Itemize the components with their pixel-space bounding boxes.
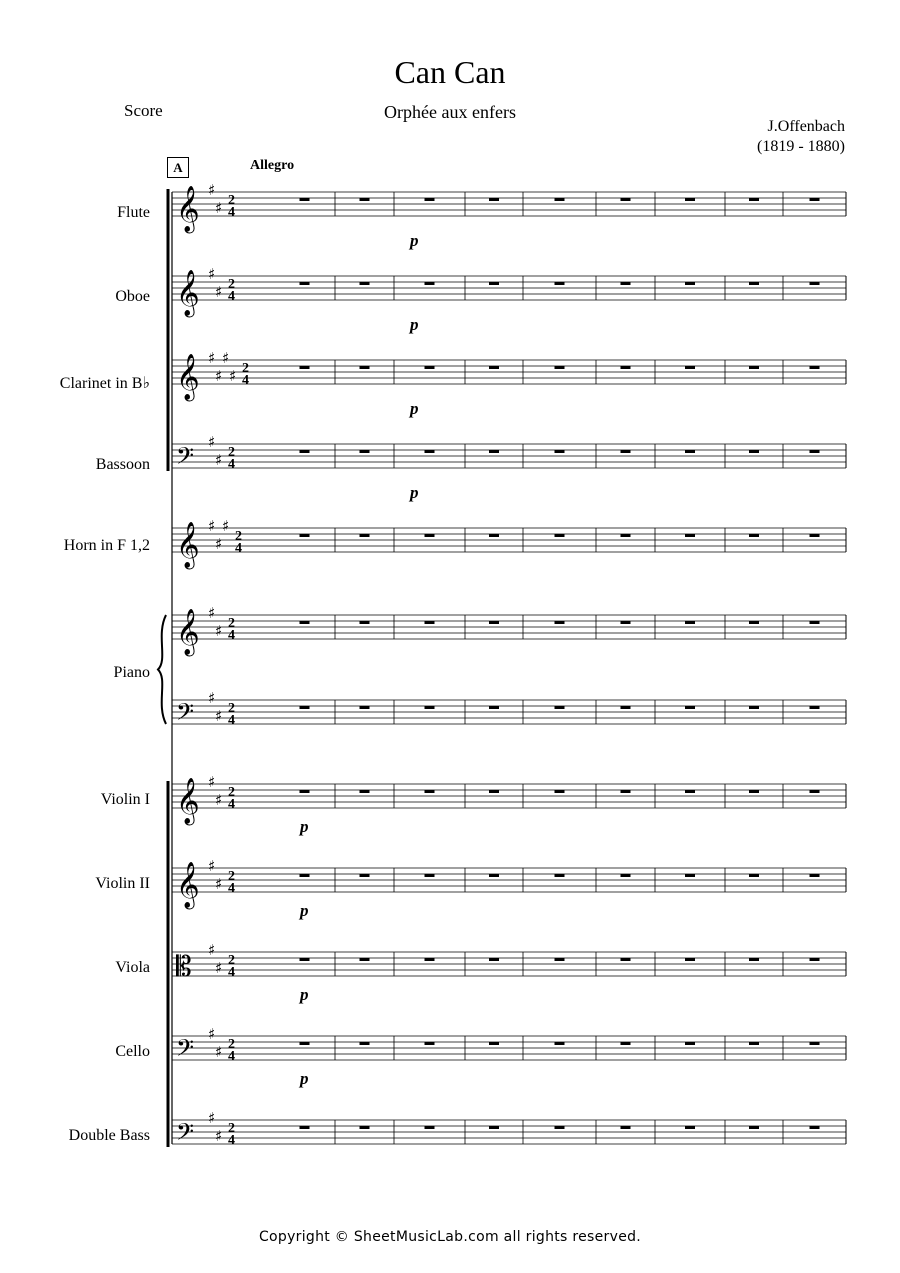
- time-sig-top-oboe: 2: [228, 277, 235, 292]
- whole-rest-bassoon: [489, 450, 499, 453]
- instrument-label-bassoon: Bassoon: [95, 456, 150, 473]
- time-sig-bottom-oboe: 4: [228, 289, 235, 304]
- whole-rest-piano-lh: [360, 706, 370, 709]
- whole-rest-double-bass: [810, 1126, 820, 1129]
- whole-rest-clarinet: [489, 366, 499, 369]
- dynamic-piano-marking: p: [410, 231, 419, 250]
- sharp-viola: ♯: [215, 959, 223, 977]
- time-sig-bottom-horn: 4: [235, 541, 242, 556]
- time-sig-top-flute: 2: [228, 193, 235, 208]
- sharp-bassoon: ♯: [215, 451, 223, 469]
- whole-rest-double-bass: [360, 1126, 370, 1129]
- time-sig-bottom-flute: 4: [228, 205, 235, 220]
- page-title: Can Can: [394, 54, 506, 90]
- whole-rest-clarinet: [810, 366, 820, 369]
- whole-rest-violin-2: [300, 874, 310, 877]
- sharp-piano-lh: ♯: [208, 689, 216, 707]
- sharp-clarinet: ♯: [208, 349, 216, 367]
- whole-rest-horn: [425, 534, 435, 537]
- whole-rest-piano-lh: [810, 706, 820, 709]
- whole-rest-oboe: [489, 282, 499, 285]
- whole-rest-oboe: [360, 282, 370, 285]
- whole-rest-cello: [555, 1042, 565, 1045]
- whole-rest-horn: [489, 534, 499, 537]
- time-sig-bottom-violin-2: 4: [228, 881, 235, 896]
- time-sig-top-clarinet: 2: [242, 361, 249, 376]
- sharp-double-bass: ♯: [208, 1109, 216, 1127]
- whole-rest-violin-1: [810, 790, 820, 793]
- whole-rest-flute: [810, 198, 820, 201]
- whole-rest-double-bass: [621, 1126, 631, 1129]
- sharp-clarinet: ♯: [215, 367, 223, 385]
- time-sig-top-horn: 2: [235, 529, 242, 544]
- time-sig-top-viola: 2: [228, 953, 235, 968]
- whole-rest-piano-rh: [300, 621, 310, 624]
- sharp-oboe: ♯: [208, 265, 216, 283]
- sharp-bassoon: ♯: [208, 433, 216, 451]
- whole-rest-piano-rh: [360, 621, 370, 624]
- treble-clef-flute: 𝄞: [176, 186, 200, 232]
- instrument-label-flute: Flute: [117, 204, 150, 221]
- whole-rest-violin-2: [810, 874, 820, 877]
- time-sig-top-double-bass: 2: [228, 1121, 235, 1136]
- treble-clef-violin-2: 𝄞: [176, 862, 200, 908]
- whole-rest-viola: [360, 958, 370, 961]
- whole-rest-cello: [621, 1042, 631, 1045]
- whole-rest-double-bass: [489, 1126, 499, 1129]
- alto-clef-viola: 𝄡: [176, 950, 192, 983]
- dynamic-piano-marking: p: [410, 399, 419, 418]
- instrument-label-viola: Viola: [115, 959, 150, 976]
- dynamic-piano-marking: p: [300, 817, 309, 836]
- copyright-footer: Copyright © SheetMusicLab.com all rights reserved.: [258, 1229, 642, 1245]
- whole-rest-bassoon: [810, 450, 820, 453]
- treble-clef-clarinet: 𝄞: [176, 354, 200, 400]
- whole-rest-flute: [300, 198, 310, 201]
- whole-rest-viola: [489, 958, 499, 961]
- whole-rest-clarinet: [425, 366, 435, 369]
- dynamic-piano-marking: p: [410, 483, 419, 502]
- whole-rest-bassoon: [555, 450, 565, 453]
- whole-rest-flute: [489, 198, 499, 201]
- whole-rest-violin-2: [621, 874, 631, 877]
- whole-rest-viola: [555, 958, 565, 961]
- whole-rest-violin-1: [555, 790, 565, 793]
- instrument-label-violin-2: Violin II: [95, 875, 150, 892]
- whole-rest-violin-1: [685, 790, 695, 793]
- whole-rest-piano-rh: [555, 621, 565, 624]
- whole-rest-piano-lh: [621, 706, 631, 709]
- composer-dates: (1819 - 1880): [757, 138, 845, 155]
- whole-rest-cello: [425, 1042, 435, 1045]
- sharp-horn: ♯: [222, 517, 230, 535]
- whole-rest-bassoon: [300, 450, 310, 453]
- sharp-violin-2: ♯: [215, 875, 223, 893]
- whole-rest-cello: [749, 1042, 759, 1045]
- sharp-clarinet: ♯: [222, 349, 230, 367]
- dynamic-piano-marking: p: [300, 901, 309, 920]
- sharp-oboe: ♯: [215, 283, 223, 301]
- whole-rest-viola: [621, 958, 631, 961]
- whole-rest-piano-lh: [300, 706, 310, 709]
- whole-rest-violin-2: [685, 874, 695, 877]
- whole-rest-cello: [810, 1042, 820, 1045]
- rehearsal-mark: A: [167, 157, 189, 178]
- whole-rest-viola: [810, 958, 820, 961]
- score-label: Score: [124, 101, 163, 120]
- time-sig-top-piano-lh: 2: [228, 701, 235, 716]
- whole-rest-double-bass: [685, 1126, 695, 1129]
- whole-rest-double-bass: [749, 1126, 759, 1129]
- whole-rest-piano-rh: [621, 621, 631, 624]
- sharp-violin-1: ♯: [215, 791, 223, 809]
- whole-rest-flute: [360, 198, 370, 201]
- whole-rest-double-bass: [555, 1126, 565, 1129]
- whole-rest-piano-lh: [489, 706, 499, 709]
- whole-rest-clarinet: [300, 366, 310, 369]
- sharp-piano-rh: ♯: [208, 604, 216, 622]
- time-sig-top-piano-rh: 2: [228, 616, 235, 631]
- time-sig-bottom-bassoon: 4: [228, 457, 235, 472]
- time-sig-top-bassoon: 2: [228, 445, 235, 460]
- whole-rest-clarinet: [555, 366, 565, 369]
- whole-rest-violin-1: [300, 790, 310, 793]
- whole-rest-piano-rh: [425, 621, 435, 624]
- instrument-label-oboe: Oboe: [115, 288, 150, 305]
- page-subtitle: Orphée aux enfers: [384, 102, 516, 122]
- sharp-flute: ♯: [215, 199, 223, 217]
- instrument-label-clarinet: Clarinet in B♭: [59, 375, 150, 392]
- whole-rest-horn: [749, 534, 759, 537]
- whole-rest-violin-1: [621, 790, 631, 793]
- whole-rest-piano-lh: [749, 706, 759, 709]
- time-sig-bottom-cello: 4: [228, 1049, 235, 1064]
- whole-rest-violin-2: [749, 874, 759, 877]
- sharp-cello: ♯: [215, 1043, 223, 1061]
- whole-rest-oboe: [685, 282, 695, 285]
- whole-rest-viola: [425, 958, 435, 961]
- whole-rest-viola: [300, 958, 310, 961]
- treble-clef-violin-1: 𝄞: [176, 778, 200, 824]
- whole-rest-clarinet: [749, 366, 759, 369]
- instrument-label-cello: Cello: [115, 1043, 150, 1060]
- whole-rest-clarinet: [685, 366, 695, 369]
- sharp-cello: ♯: [208, 1025, 216, 1043]
- bass-clef-double-bass: 𝄢: [176, 1118, 195, 1151]
- whole-rest-bassoon: [425, 450, 435, 453]
- whole-rest-viola: [685, 958, 695, 961]
- dynamic-piano-marking: p: [410, 315, 419, 334]
- whole-rest-double-bass: [425, 1126, 435, 1129]
- whole-rest-oboe: [621, 282, 631, 285]
- bass-clef-cello: 𝄢: [176, 1034, 195, 1067]
- time-sig-top-violin-1: 2: [228, 785, 235, 800]
- whole-rest-cello: [300, 1042, 310, 1045]
- sharp-violin-1: ♯: [208, 773, 216, 791]
- sharp-flute: ♯: [208, 181, 216, 199]
- whole-rest-oboe: [425, 282, 435, 285]
- sharp-horn: ♯: [208, 517, 216, 535]
- sharp-clarinet: ♯: [229, 367, 237, 385]
- time-sig-bottom-piano-lh: 4: [228, 713, 235, 728]
- sharp-piano-rh: ♯: [215, 622, 223, 640]
- sharp-piano-lh: ♯: [215, 707, 223, 725]
- whole-rest-oboe: [300, 282, 310, 285]
- dynamic-piano-marking: p: [300, 985, 309, 1004]
- whole-rest-violin-1: [425, 790, 435, 793]
- whole-rest-violin-2: [489, 874, 499, 877]
- composer-name: J.Offenbach: [767, 118, 845, 135]
- whole-rest-piano-rh: [685, 621, 695, 624]
- whole-rest-double-bass: [300, 1126, 310, 1129]
- whole-rest-oboe: [749, 282, 759, 285]
- treble-clef-horn: 𝄞: [176, 522, 200, 568]
- whole-rest-piano-lh: [685, 706, 695, 709]
- whole-rest-oboe: [810, 282, 820, 285]
- whole-rest-oboe: [555, 282, 565, 285]
- instrument-label-violin-1: Violin I: [100, 791, 150, 808]
- whole-rest-piano-rh: [489, 621, 499, 624]
- whole-rest-horn: [555, 534, 565, 537]
- whole-rest-violin-2: [360, 874, 370, 877]
- bass-clef-bassoon: 𝄢: [176, 442, 195, 475]
- dynamic-piano-marking: p: [300, 1069, 309, 1088]
- instrument-label-piano: Piano: [113, 664, 150, 681]
- whole-rest-clarinet: [360, 366, 370, 369]
- time-sig-bottom-viola: 4: [228, 965, 235, 980]
- instrument-label-double-bass: Double Bass: [68, 1127, 150, 1144]
- whole-rest-violin-1: [749, 790, 759, 793]
- time-sig-top-cello: 2: [228, 1037, 235, 1052]
- whole-rest-piano-rh: [810, 621, 820, 624]
- whole-rest-piano-lh: [425, 706, 435, 709]
- whole-rest-viola: [749, 958, 759, 961]
- treble-clef-oboe: 𝄞: [176, 270, 200, 316]
- whole-rest-flute: [685, 198, 695, 201]
- whole-rest-horn: [360, 534, 370, 537]
- whole-rest-flute: [749, 198, 759, 201]
- whole-rest-violin-1: [360, 790, 370, 793]
- bass-clef-piano-lh: 𝄢: [176, 698, 195, 731]
- sharp-viola: ♯: [208, 941, 216, 959]
- whole-rest-bassoon: [360, 450, 370, 453]
- whole-rest-bassoon: [749, 450, 759, 453]
- whole-rest-cello: [360, 1042, 370, 1045]
- sharp-horn: ♯: [215, 535, 223, 553]
- whole-rest-horn: [621, 534, 631, 537]
- time-sig-top-violin-2: 2: [228, 869, 235, 884]
- whole-rest-bassoon: [621, 450, 631, 453]
- time-sig-bottom-double-bass: 4: [228, 1133, 235, 1148]
- time-sig-bottom-piano-rh: 4: [228, 628, 235, 643]
- whole-rest-clarinet: [621, 366, 631, 369]
- whole-rest-bassoon: [685, 450, 695, 453]
- whole-rest-piano-rh: [749, 621, 759, 624]
- piano-brace: [158, 615, 166, 724]
- whole-rest-horn: [685, 534, 695, 537]
- whole-rest-violin-2: [425, 874, 435, 877]
- instrument-label-horn: Horn in F 1,2: [63, 537, 150, 554]
- whole-rest-cello: [685, 1042, 695, 1045]
- time-sig-bottom-clarinet: 4: [242, 373, 249, 388]
- whole-rest-flute: [621, 198, 631, 201]
- tempo-marking: Allegro: [250, 158, 295, 173]
- treble-clef-piano-rh: 𝄞: [176, 609, 200, 655]
- whole-rest-violin-1: [489, 790, 499, 793]
- whole-rest-horn: [810, 534, 820, 537]
- whole-rest-cello: [489, 1042, 499, 1045]
- sharp-violin-2: ♯: [208, 857, 216, 875]
- sharp-double-bass: ♯: [215, 1127, 223, 1145]
- whole-rest-horn: [300, 534, 310, 537]
- whole-rest-violin-2: [555, 874, 565, 877]
- whole-rest-piano-lh: [555, 706, 565, 709]
- whole-rest-flute: [425, 198, 435, 201]
- time-sig-bottom-violin-1: 4: [228, 797, 235, 812]
- whole-rest-flute: [555, 198, 565, 201]
